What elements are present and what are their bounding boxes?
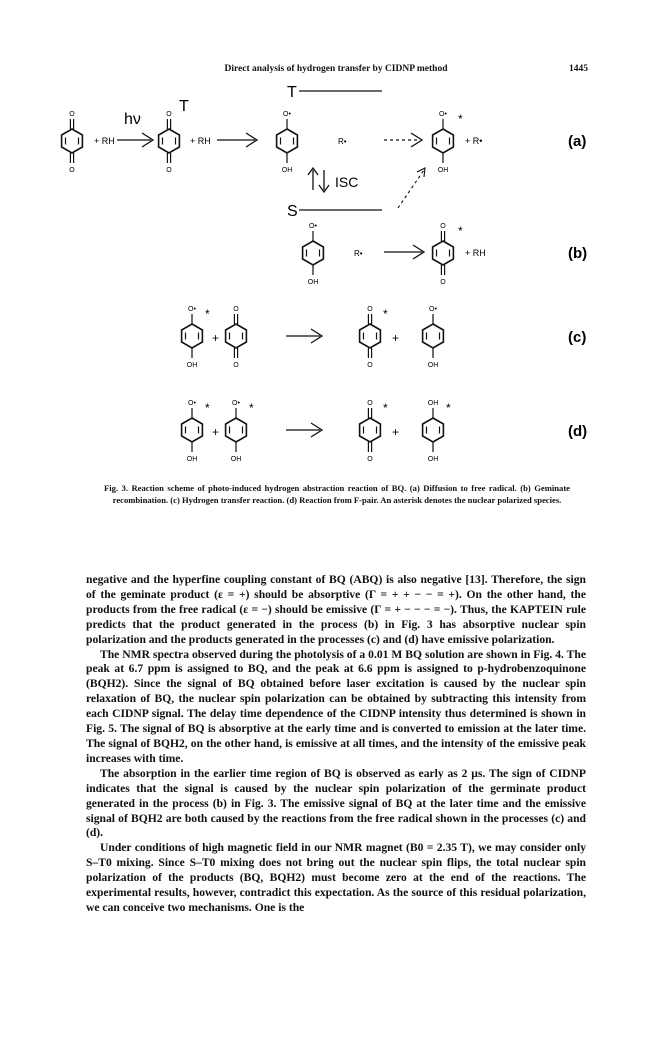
row-b [303,223,588,286]
svg-text:*: * [249,401,254,415]
svg-text:+: + [212,425,220,439]
svg-text:O: O [440,279,446,286]
svg-text:O: O [367,306,373,313]
svg-text:O: O [233,362,239,369]
row-a [62,98,587,174]
plus-rh-label-b: + RH [465,248,486,258]
paragraph-4: Under conditions of high magnetic field in our NMR magnet (B0 = 2.35 T), we may consider only S–T0 mixing. Since S–T0 mixing does not bring out the nuclear spin flips, the total nuclear spin polarization of the products (BQ, BQH2) must become zero at the end of the reactions. The experimental results, however, contradict this expectation. As the source of this residual polarization, we can conceive two mechanisms. One is the [86,841,586,914]
polarized-bq-c2 [360,306,388,369]
svg-text:OH: OH [427,456,439,463]
svg-text:*: * [205,401,210,415]
svg-text:+: + [392,331,400,345]
hv-label: hν [124,111,141,128]
svg-text:OH: OH [186,362,198,369]
svg-text:*: * [383,307,388,321]
isc-label: ISC [335,174,359,190]
triplet-bq-molecule [159,98,189,174]
svg-text:OH: OH [307,279,319,286]
svg-text:*: * [458,224,463,238]
svg-text:O: O [166,111,172,118]
label-d: (d) [568,423,588,440]
svg-text:O: O [69,111,75,118]
row-c [182,306,587,369]
svg-text:O•: O• [188,306,196,313]
plus-rh-label: + RH [94,136,115,146]
svg-text:O•: O• [439,111,447,118]
label-c: (c) [568,329,587,346]
bq-c1 [226,306,247,369]
svg-text:O•: O• [232,400,240,407]
svg-text:O: O [440,223,446,230]
plus-r-dot-label: + R• [465,136,483,146]
singlet-semiquinone-molecule [303,223,324,286]
paragraph-2: The NMR spectra observed during the photolysis of a 0.01 M BQ solution are shown in Fig. 4. The peak at 6.7 ppm is assigned to BQ, and the peak at 6.6 ppm is assigned to p-hydrobenzoquinone (BQH2). Since the signal of BQ obtained before laser excitation is caused by the nuclear spin relaxation of BQ, the nuclear spin polarization can be obtained by subtracting this intensity from each CIDNP signal. The delay time dependence of the CIDNP intensity thus determined is shown in Fig. 5. The signal of BQ is absorptive at the early time and is converted to emission at the later time. The signal of BQH2, on the other hand, is emissive at all times, and the intensity of the emissive peak increases with time. [86,647,586,765]
svg-text:OH: OH [427,362,439,369]
svg-text:O: O [367,400,373,407]
dashed-arrow-up-icon [417,168,425,177]
svg-text:O: O [367,362,373,369]
svg-text:*: * [458,112,463,126]
svg-text:O: O [69,167,75,174]
svg-text:O•: O• [283,111,291,118]
polarized-bq-molecule [433,223,463,286]
plus-rh-label-2: + RH [190,136,211,146]
triplet-label: T [179,98,189,115]
svg-text:O•: O• [309,223,317,230]
svg-text:O•: O• [188,400,196,407]
paragraph-1: negative and the hyperfine coupling constant of BQ (ABQ) is also negative [13]. Therefore, the sign of the geminate product (ε = +) should be absorptive (Γ = + + − − = +). On the other hand, the products from the free radical (ε = −) should be emissive (Γ = + − − − = −). Thus, the KAPTEIN rule predicts that the product generated in the process (b) in Fig. 3 has absorptive nuclear spin polarization and the products generated in the processes (c) and (d) have emissive polarization. [86,573,586,646]
row-d [182,400,588,463]
singlet-level-label: S [287,203,298,220]
svg-text:*: * [205,307,210,321]
svg-text:+: + [392,425,400,439]
label-b: (b) [568,245,588,262]
svg-text:OH: OH [437,167,449,174]
page-header [0,64,672,80]
svg-text:*: * [446,401,451,415]
paragraph-3: The absorption in the earlier time region of BQ is observed as early as 2 μs. The sign of CIDNP indicates that the signal is caused by the nuclear spin polarization of the germinate product generated in the process (b) in Fig. 3. The emissive signal of BQ at the later time and the emissive signal of BQH2 are both caused by the reactions from the free radical shown in the processes (c) and (d). [86,766,586,840]
svg-text:OH: OH [427,400,439,407]
svg-text:OH: OH [186,456,198,463]
polarized-bq-d [360,400,388,463]
polarized-semiquinone-molecule [433,111,463,174]
svg-text:*: * [383,401,388,415]
plus-sign: + [212,331,220,345]
polarized-hydroquinone-d [423,400,451,463]
figure-caption: Fig. 3. Reaction scheme of photo-induced hydrogen abstraction reaction of BQ. (a) Diffusion to free radical. (b) Geminate recombination. (c) Hydrogen transfer reaction. (d) Reaction from F-pair. An asterisk denotes the nuclear polarized species. [104,483,570,505]
body-text [86,573,586,916]
polarized-semiquinone-d2 [226,400,254,463]
radical-r-label-b: R• [354,249,363,258]
benzoquinone-molecule [62,111,83,174]
polarized-semiquinone-d1 [182,400,210,463]
semiquinone-c2 [423,306,444,369]
polarized-semiquinone-c1 [182,306,210,369]
radical-r-label: R• [338,137,347,146]
isc-block [287,168,425,220]
svg-text:O•: O• [429,306,437,313]
running-title: Direct analysis of hydrogen transfer by CIDNP method [224,64,448,74]
semiquinone-radical-molecule [277,111,298,174]
reaction-scheme-figure [0,80,672,480]
svg-text:O: O [166,167,172,174]
svg-text:OH: OH [230,456,242,463]
svg-text:O: O [233,306,239,313]
page-number: 1445 [569,64,588,74]
svg-text:O: O [367,456,373,463]
triplet-level-label: T [287,84,297,101]
label-a: (a) [568,133,587,150]
svg-text:OH: OH [281,167,293,174]
